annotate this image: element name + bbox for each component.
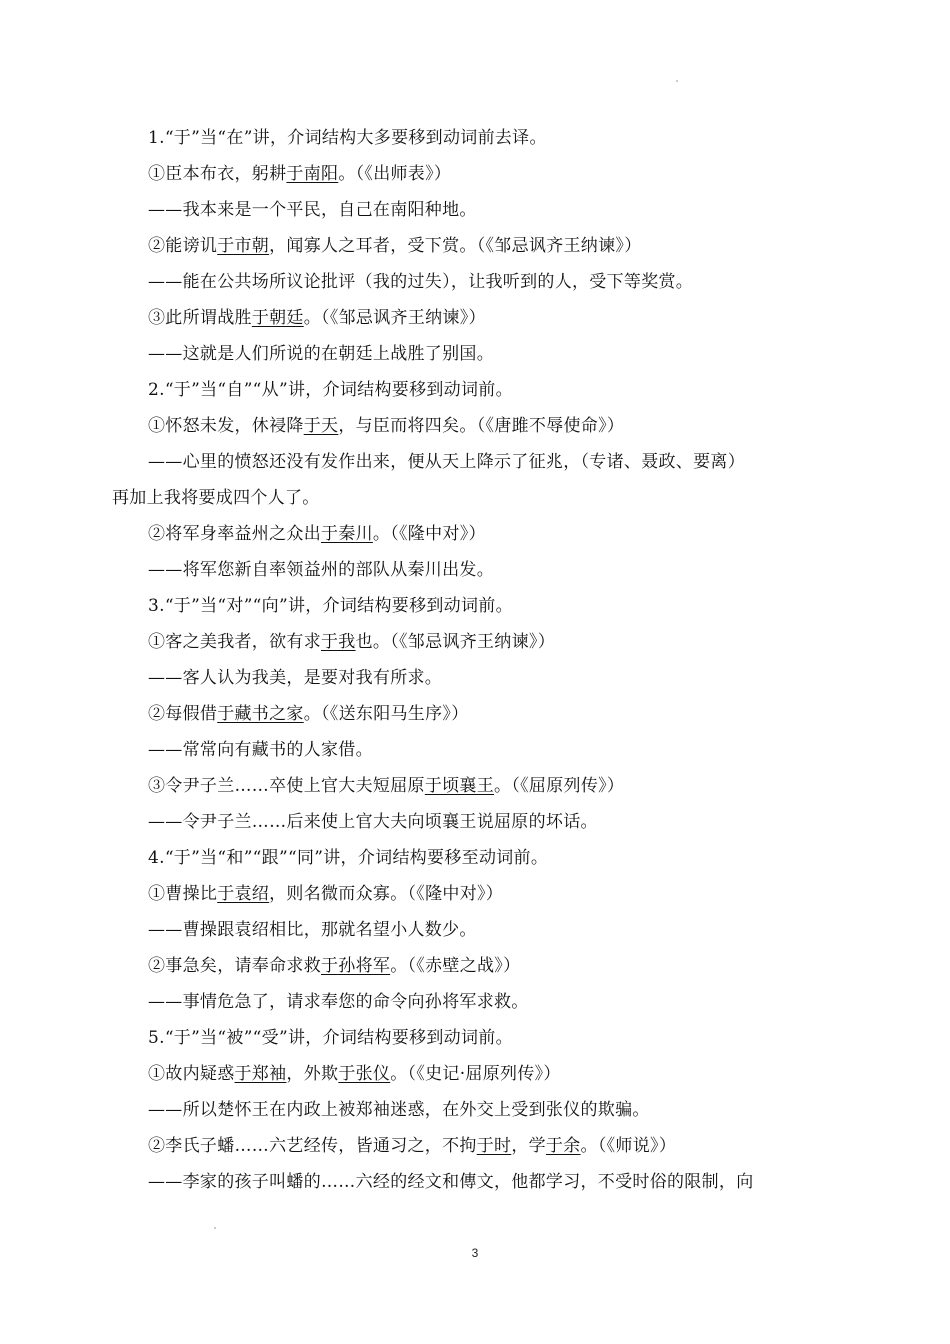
text-line (112, 624, 828, 660)
document-body (112, 120, 828, 1200)
text-line (112, 912, 828, 948)
underlined-phrase: 于朝廷 (251, 308, 304, 328)
scan-speck-bottom (214, 1227, 216, 1229)
text-line (112, 300, 828, 336)
text-segment: 也。（《邹忌讽齐王纳谏》） (355, 632, 556, 652)
text-line (112, 876, 828, 912)
page-number: 3 (471, 1246, 479, 1260)
text-segment: ，学 (511, 1136, 546, 1156)
text-segment: ——令尹子兰……后来使上官大夫向顷襄王说屈原的坏话。 (148, 812, 598, 832)
text-segment: ——这就是人们所说的在朝廷上战胜了别国。 (148, 344, 494, 364)
underlined-phrase: 于天 (303, 416, 339, 436)
underlined-phrase: 于我 (321, 632, 356, 652)
text-line (112, 732, 828, 768)
text-line (112, 984, 828, 1020)
text-segment: ——李家的孩子叫蟠的……六经的经文和傳文，他都学习，不受时俗的限制，向 (148, 1172, 754, 1192)
text-segment: 。（《史记·屈原列传》） (390, 1064, 561, 1084)
text-line (112, 120, 828, 156)
text-segment: ——曹操跟袁绍相比，那就名望小人数少。 (148, 920, 477, 940)
text-segment: 。（《屈原列传》） (494, 776, 625, 796)
text-segment: 。（《出师表》） (338, 164, 452, 184)
text-line (112, 156, 828, 192)
text-line (112, 768, 828, 804)
text-segment: ，则名微而众寡。（《隆中对》） (269, 884, 504, 904)
text-segment: ——所以楚怀王在内政上被郑袖迷惑，在外交上受到张仪的欺骗。 (148, 1100, 650, 1120)
text-segment: 。（《师说》） (580, 1136, 677, 1156)
scan-speck-top (676, 80, 678, 82)
text-segment: ——客人认为我美，是要对我有所求。 (148, 668, 443, 688)
text-line (112, 1092, 828, 1128)
text-segment: 。（《赤壁之战》） (390, 956, 521, 976)
text-segment: ①故内疑惑 (148, 1064, 235, 1084)
text-segment: ③令尹子兰……卒使上官大夫短屈原 (148, 776, 425, 796)
text-line (112, 516, 828, 552)
underlined-phrase: 于郑袖 (234, 1064, 287, 1084)
text-segment: ——能在公共场所议论批评（我的过失），让我听到的人，受下等奖赏。 (148, 272, 694, 292)
text-segment: ①臣本布衣，躬耕 (148, 164, 287, 184)
text-segment: 4.“于”当“和”“跟”“同”讲，介词结构要移至动词前。 (148, 848, 549, 868)
underlined-phrase: 于藏书之家 (217, 704, 304, 724)
text-line (112, 948, 828, 984)
text-segment: ——心里的愤怒还没有发作出来，便从天上降示了征兆，（专诸、聂政、要离） (148, 452, 745, 472)
text-segment: ①曹操比 (148, 884, 218, 904)
text-segment: ——将军您新自率领益州的部队从秦川出发。 (148, 560, 494, 580)
text-segment: ②能谤讥 (148, 236, 218, 256)
text-line (112, 1020, 828, 1056)
text-line (112, 840, 828, 876)
text-line (112, 588, 828, 624)
text-segment: ②事急矣，请奉命求救 (148, 956, 321, 976)
text-segment: ③此所谓战胜 (148, 308, 252, 328)
text-line (112, 444, 828, 480)
underlined-phrase: 于张仪 (338, 1064, 391, 1084)
text-line (112, 372, 828, 408)
text-line (112, 660, 828, 696)
text-segment: 3.“于”当“对”“向”讲，介词结构要移到动词前。 (148, 596, 513, 616)
text-segment: 2.“于”当“自”“从”讲，介词结构要移到动词前。 (148, 380, 513, 400)
text-line (112, 1164, 828, 1200)
text-line (112, 804, 828, 840)
text-segment: ——常常向有藏书的人家借。 (148, 740, 373, 760)
text-segment: ，闻寡人之耳者，受下赏。（《邹忌讽齐王纳谏》） (269, 236, 642, 256)
underlined-phrase: 于市朝 (217, 236, 270, 256)
text-segment: 5.“于”当“被”“受”讲，介词结构要移到动词前。 (148, 1028, 513, 1048)
text-segment: 。（《隆中对》） (372, 524, 486, 544)
underlined-phrase: 于时 (476, 1136, 512, 1156)
text-segment: 再加上我将要成四个人了。 (112, 488, 320, 508)
text-segment: ①客之美我者，欲有求 (148, 632, 321, 652)
underlined-phrase: 于袁绍 (217, 884, 270, 904)
text-line (112, 1128, 828, 1164)
text-line (112, 552, 828, 588)
text-segment: ②将军身率益州之众出 (148, 524, 321, 544)
text-line (112, 336, 828, 372)
text-line (112, 480, 828, 516)
text-segment: ②李氏子蟠……六艺经传，皆通习之，不拘 (148, 1136, 477, 1156)
text-segment: 。（《邹忌讽齐王纳谏》） (303, 308, 486, 328)
text-line (112, 228, 828, 264)
underlined-phrase: 于顷襄王 (424, 776, 495, 796)
text-segment: ②每假借 (148, 704, 218, 724)
text-line (112, 264, 828, 300)
text-segment: ，与臣而将四矣。（《唐雎不辱使命》） (338, 416, 625, 436)
text-segment: ——事情危急了，请求奉您的命令向孙将军求救。 (148, 992, 529, 1012)
text-line (112, 696, 828, 732)
text-segment: 1.“于”当“在”讲，介词结构大多要移到动词前去译。 (148, 128, 547, 148)
underlined-phrase: 于南阳 (286, 164, 339, 184)
text-segment: ，外欺 (286, 1064, 339, 1084)
text-line (112, 1056, 828, 1092)
text-line (112, 408, 828, 444)
underlined-phrase: 于余 (545, 1136, 581, 1156)
text-segment: 。（《送东阳马生序》） (303, 704, 469, 724)
text-segment: ——我本来是一个平民，自己在南阳种地。 (148, 200, 477, 220)
underlined-phrase: 于秦川 (321, 524, 373, 544)
underlined-phrase: 于孙将军 (321, 956, 391, 976)
text-line (112, 192, 828, 228)
text-segment: ①怀怒未发，休祲降 (148, 416, 304, 436)
